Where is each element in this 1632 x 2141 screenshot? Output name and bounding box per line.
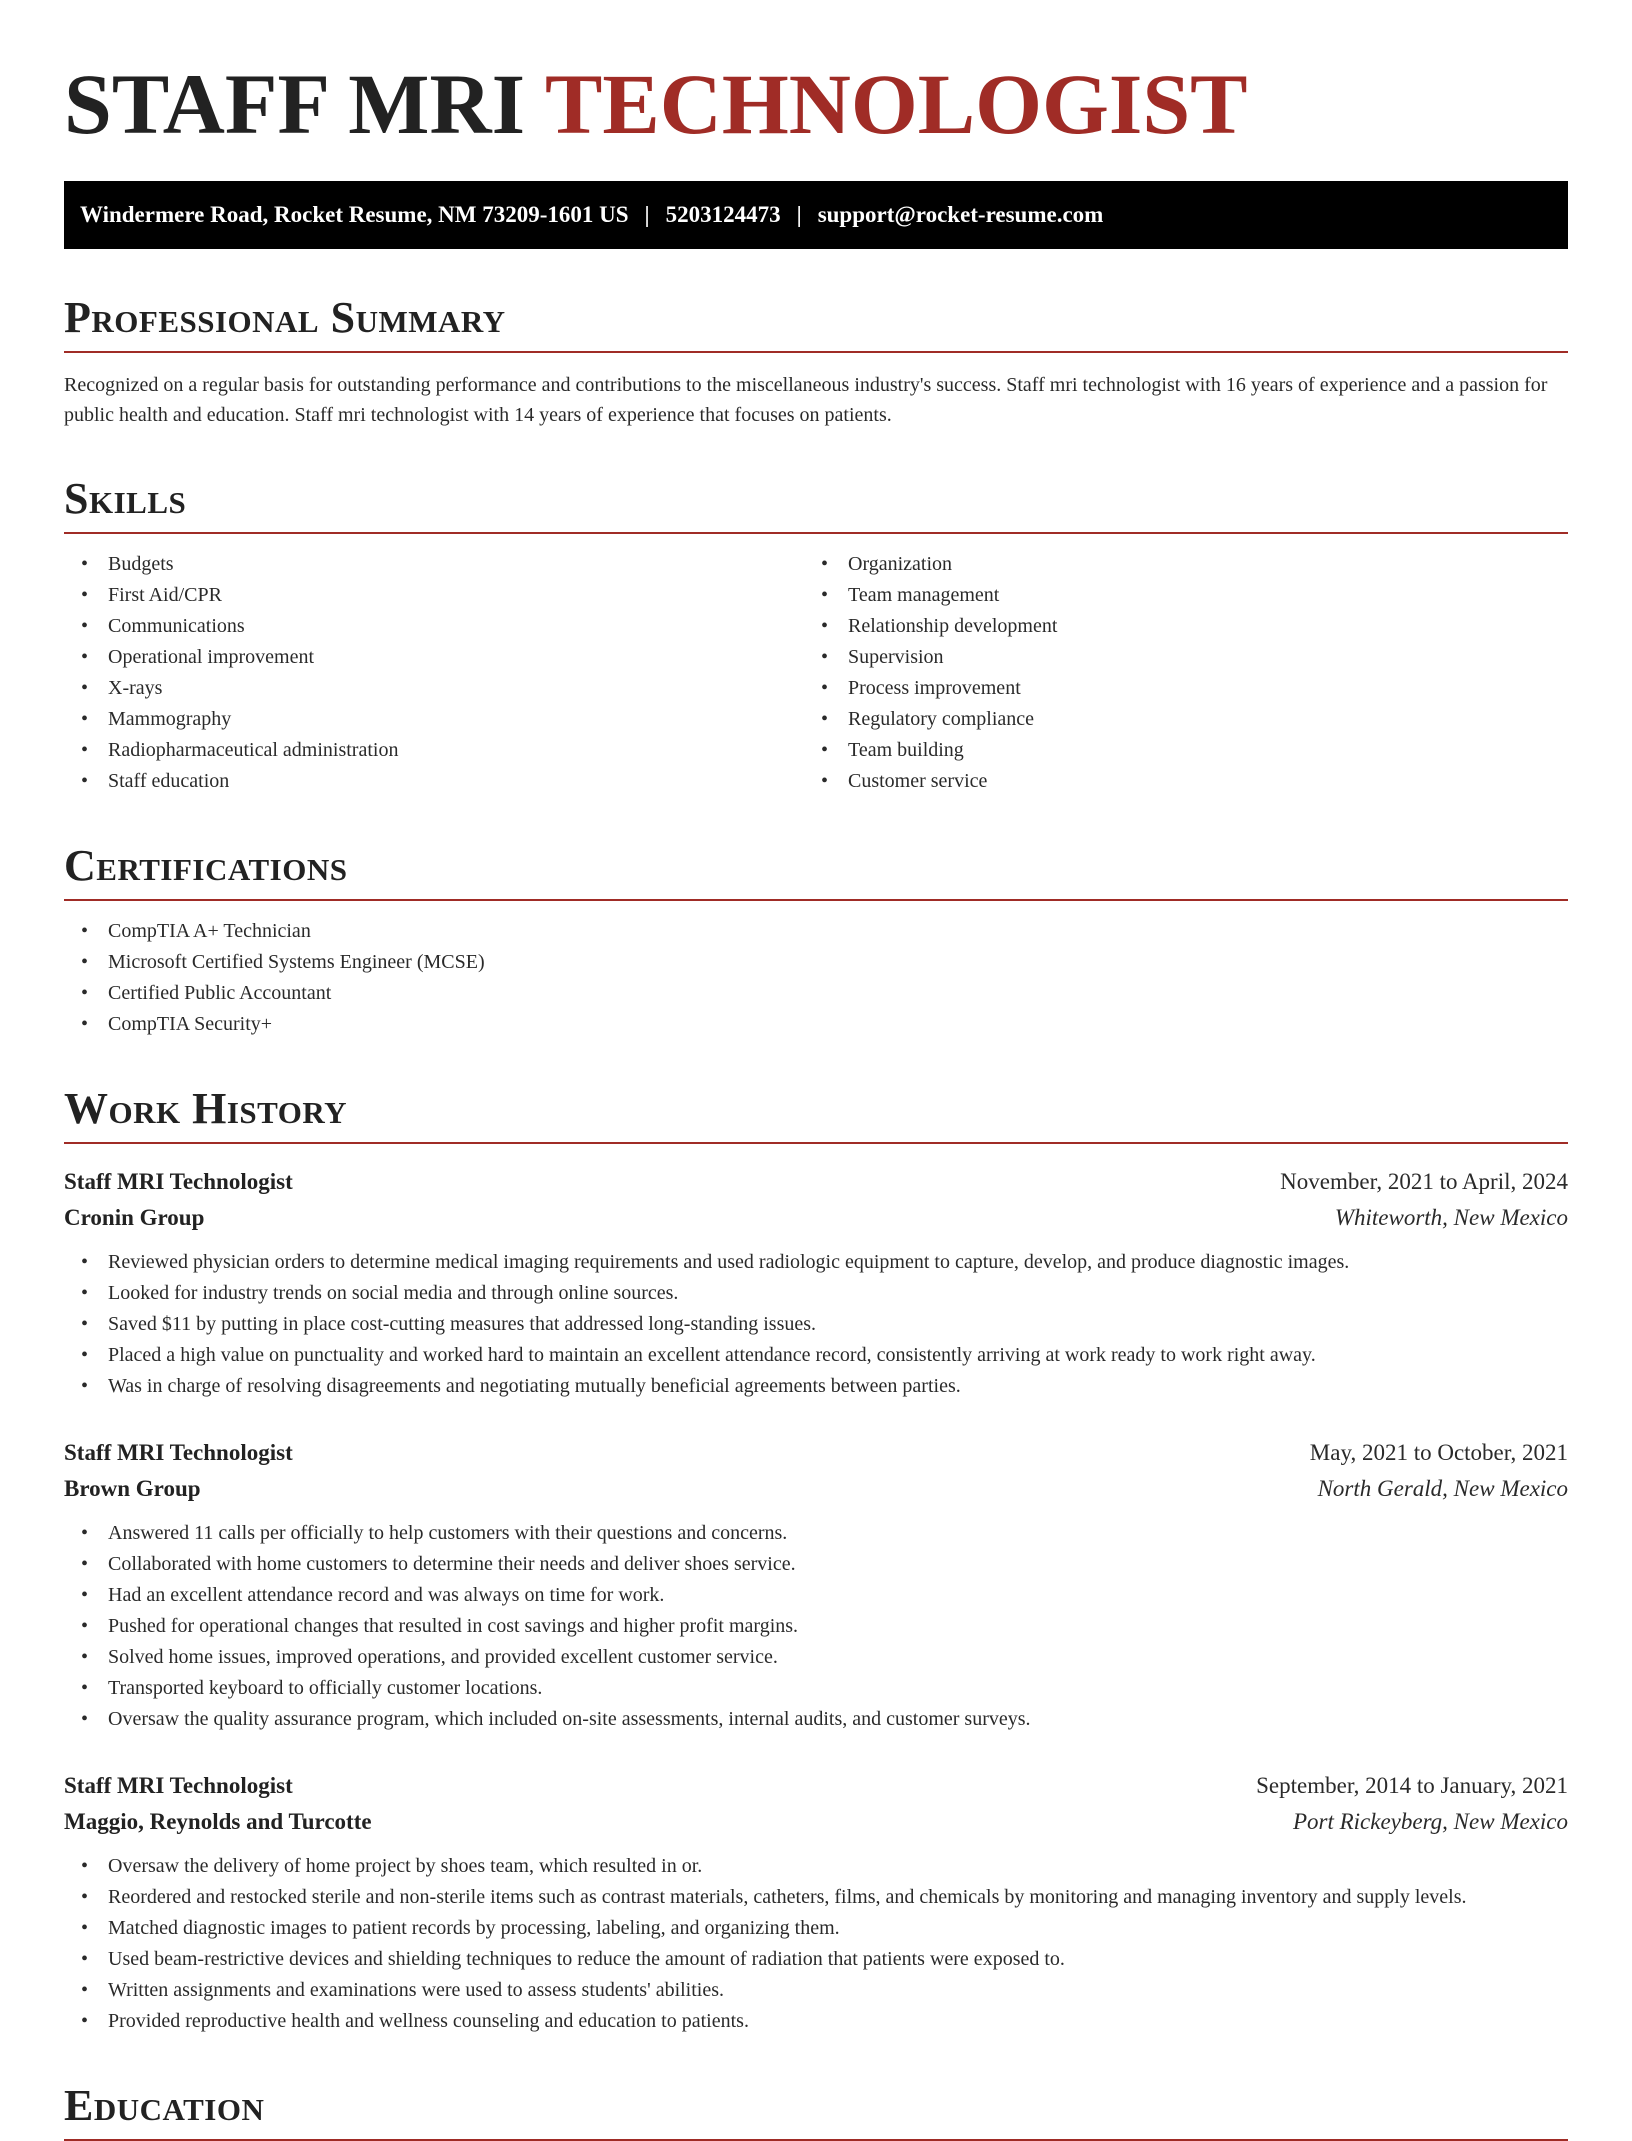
- job-company-row: [64, 1200, 1568, 1236]
- certifications-heading: Certifications: [64, 841, 1568, 901]
- skill-item: • Relationship development: [804, 611, 1544, 642]
- job-bullet: • Reordered and restocked sterile and non-sterile items such as contrast materials, catheters, films, and chemicals by monitoring and managing inventory and supply levels.: [64, 1882, 1568, 1913]
- work-history-section: [64, 1084, 1568, 2037]
- skill-item: • First Aid/CPR: [64, 580, 804, 611]
- job-bullet: • Written assignments and examinations were used to assess students' abilities.: [64, 1975, 1568, 2006]
- title-part-1: STAFF MRI: [64, 56, 526, 152]
- job-dates: September, 2014 to January, 2021: [1256, 1773, 1568, 1798]
- job-bullet: • Reviewed physician orders to determine medical imaging requirements and used radiologic equipment to capture, develop, and produce diagnostic images.: [64, 1247, 1568, 1278]
- job-bullet: • Collaborated with home customers to determine their needs and deliver shoes service.: [64, 1549, 1568, 1580]
- contact-separator: |: [644, 202, 650, 227]
- contact-bar: [64, 181, 1568, 249]
- summary-text: Recognized on a regular basis for outstanding performance and contributions to the miscellaneous industry's success. Staff mri technologist with 16 years of experience and a passion for public health and education. Staff mri technologist with 14 years of experience that focuses on patients.: [64, 374, 1548, 426]
- skill-item: • Mammography: [64, 704, 804, 735]
- skills-list-left: [64, 549, 804, 797]
- skills-section: [64, 474, 1568, 797]
- job-location: Port Rickeyberg, New Mexico: [1292, 1809, 1568, 1834]
- skill-item: • Organization: [804, 549, 1544, 580]
- job-header-row: [64, 1768, 1568, 1804]
- job-bullets: [64, 1518, 1568, 1735]
- skill-item: • Team management: [804, 580, 1544, 611]
- skill-item: • Supervision: [804, 642, 1544, 673]
- job-location: Whiteworth, New Mexico: [1334, 1205, 1568, 1230]
- summary-section: [64, 293, 1568, 430]
- skills-list-right: [804, 549, 1544, 797]
- skill-item: • Radiopharmaceutical administration: [64, 735, 804, 766]
- job-title: Staff MRI Technologist: [64, 1773, 293, 1798]
- summary-heading: Professional Summary: [64, 293, 1568, 353]
- skill-item: • Staff education: [64, 766, 804, 797]
- job-bullet: • Used beam-restrictive devices and shielding techniques to reduce the amount of radiation that patients were exposed to.: [64, 1944, 1568, 1975]
- job-entry: [64, 1768, 1568, 2037]
- job-company: Maggio, Reynolds and Turcotte: [64, 1809, 372, 1834]
- certifications-section: [64, 841, 1568, 1040]
- job-bullet: • Matched diagnostic images to patient records by processing, labeling, and organizing them.: [64, 1913, 1568, 1944]
- job-header-row: [64, 1435, 1568, 1471]
- job-bullet: • Saved $11 by putting in place cost-cutting measures that addressed long-standing issues.: [64, 1309, 1568, 1340]
- job-entry: [64, 1435, 1568, 1735]
- contact-separator: |: [796, 202, 802, 227]
- resume-title: [64, 58, 1568, 150]
- job-bullet: • Was in charge of resolving disagreements and negotiating mutually beneficial agreements between parties.: [64, 1371, 1568, 1402]
- skill-item: • Customer service: [804, 766, 1544, 797]
- job-entry: [64, 1164, 1568, 1402]
- contact-address: Windermere Road, Rocket Resume, NM 73209-1601 US: [80, 202, 629, 227]
- work-history-heading: Work History: [64, 1084, 1568, 1144]
- job-bullets: [64, 1247, 1568, 1402]
- skill-item: • Process improvement: [804, 673, 1544, 704]
- job-title: Staff MRI Technologist: [64, 1440, 293, 1465]
- certification-item: • Microsoft Certified Systems Engineer (MCSE): [64, 947, 1568, 978]
- resume-page: [64, 0, 1568, 2141]
- job-bullet: • Oversaw the quality assurance program, which included on-site assessments, internal audits, and customer surveys.: [64, 1704, 1568, 1735]
- skill-item: • Team building: [804, 735, 1544, 766]
- job-company: Cronin Group: [64, 1205, 205, 1230]
- certifications-list: [64, 916, 1568, 1040]
- job-header-row: [64, 1164, 1568, 1200]
- contact-email[interactable]: support@rocket-resume.com: [817, 202, 1104, 227]
- skill-item: • Communications: [64, 611, 804, 642]
- job-dates: November, 2021 to April, 2024: [1280, 1169, 1568, 1194]
- job-bullet: • Placed a high value on punctuality and worked hard to maintain an excellent attendance record, consistently arriving at work ready to work right away.: [64, 1340, 1568, 1371]
- job-title: Staff MRI Technologist: [64, 1169, 293, 1194]
- certification-item: • CompTIA Security+: [64, 1009, 1568, 1040]
- job-bullets: [64, 1851, 1568, 2037]
- skills-heading: Skills: [64, 474, 1568, 534]
- certification-item: • Certified Public Accountant: [64, 978, 1568, 1009]
- job-company: Brown Group: [64, 1476, 201, 1501]
- education-section: [64, 2081, 1568, 2141]
- job-bullet: • Had an excellent attendance record and was always on time for work.: [64, 1580, 1568, 1611]
- education-heading: Education: [64, 2081, 1568, 2141]
- job-bullet: • Pushed for operational changes that resulted in cost savings and higher profit margins.: [64, 1611, 1568, 1642]
- skill-item: • X-rays: [64, 673, 804, 704]
- job-dates: May, 2021 to October, 2021: [1309, 1440, 1568, 1465]
- contact-phone: 5203124473: [665, 202, 781, 227]
- job-company-row: [64, 1804, 1568, 1840]
- certification-item: • CompTIA A+ Technician: [64, 916, 1568, 947]
- job-bullet: • Looked for industry trends on social media and through online sources.: [64, 1278, 1568, 1309]
- title-part-2: TECHNOLOGIST: [545, 56, 1248, 152]
- skills-columns: [64, 534, 1568, 797]
- job-bullet: • Solved home issues, improved operations, and provided excellent customer service.: [64, 1642, 1568, 1673]
- skill-item: • Operational improvement: [64, 642, 804, 673]
- job-bullet: • Provided reproductive health and wellness counseling and education to patients.: [64, 2006, 1568, 2037]
- skill-item: • Regulatory compliance: [804, 704, 1544, 735]
- job-location: North Gerald, New Mexico: [1317, 1476, 1568, 1501]
- job-bullet: • Oversaw the delivery of home project by shoes team, which resulted in or.: [64, 1851, 1568, 1882]
- job-company-row: [64, 1471, 1568, 1507]
- skill-item: • Budgets: [64, 549, 804, 580]
- job-bullet: • Transported keyboard to officially customer locations.: [64, 1673, 1568, 1704]
- job-bullet: • Answered 11 calls per officially to help customers with their questions and concerns.: [64, 1518, 1568, 1549]
